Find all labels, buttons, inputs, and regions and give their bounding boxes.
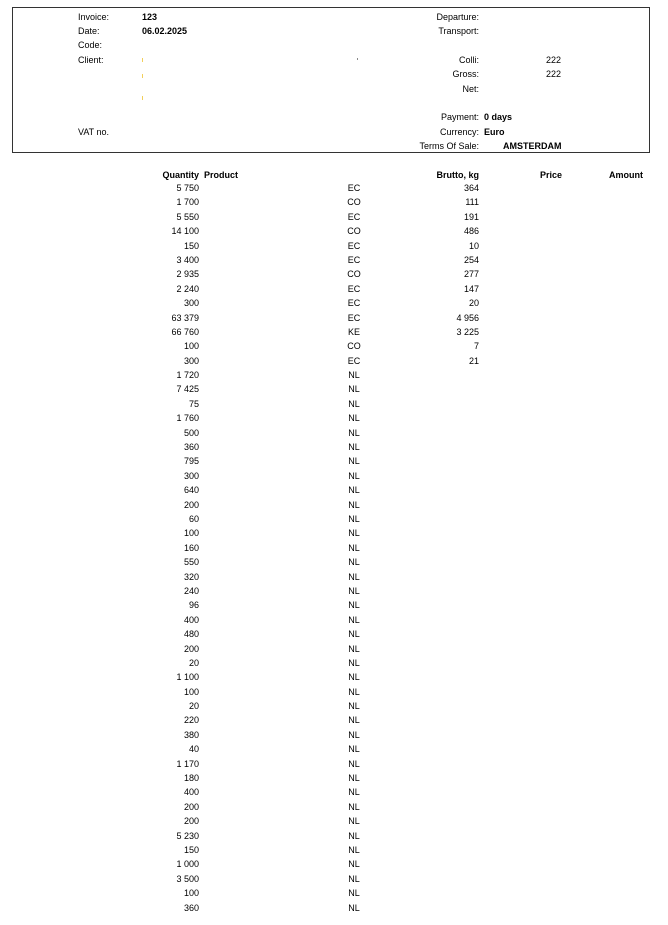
origin-cell: NL [348,370,360,381]
client-label: Client: [78,55,104,65]
quantity-cell: 160 [183,542,199,553]
quantity-cell: 795 [183,456,199,467]
table-row [0,440,668,454]
table-row [0,728,668,742]
colli-value: 222 [546,55,562,65]
table-row [0,800,668,814]
table-row [0,239,668,253]
table-row [0,541,668,555]
table-row [0,526,668,540]
code-label: Code: [78,40,103,50]
table-row [0,584,668,598]
origin-cell: NL [348,398,360,409]
origin-cell: NL [348,873,360,884]
origin-cell: EC [347,183,361,193]
quantity-cell: 75 [188,398,199,409]
table-row [0,627,668,641]
quantity-cell: 320 [183,571,199,582]
origin-cell: NL [348,528,360,539]
quantity-cell: 200 [183,499,199,510]
quantity-cell: 2 935 [176,269,199,280]
quantity-cell: 96 [188,600,199,611]
table-row [0,901,668,915]
origin-cell: EC [347,240,361,251]
table-row [0,785,668,799]
quantity-cell: 550 [183,557,199,568]
table-row [0,771,668,785]
table-row [0,814,668,828]
quantity-cell: 1 170 [176,758,199,769]
table-row [0,325,668,339]
origin-cell: NL [348,413,360,424]
quantity-cell: 1 760 [176,413,199,424]
quantity-cell: 1 100 [176,672,199,683]
table-row [0,872,668,886]
table-row [0,311,668,325]
payment-label: Payment: [440,112,479,122]
quantity-cell: 1 000 [176,859,199,870]
origin-cell: EC [347,283,361,294]
quantity-cell: 63 379 [171,312,199,323]
quantity-cell: 500 [183,427,199,438]
table-row [0,296,668,310]
brutto-cell: 3 225 [456,326,479,337]
quantity-cell: 150 [183,844,199,855]
colli-label: Colli: [458,55,479,65]
origin-cell: NL [348,801,360,812]
client-field-dot [357,58,358,60]
origin-cell: NL [348,557,360,568]
quantity-cell: 200 [183,816,199,827]
table-row [0,570,668,584]
quantity-cell: 200 [183,643,199,654]
departure-label: Departure: [436,12,479,22]
table-row [0,469,668,483]
brutto-cell: 254 [463,254,479,265]
table-row [0,829,668,843]
brutto-cell: 111 [465,197,479,208]
quantity-cell: 2 240 [176,283,199,294]
table-row [0,454,668,468]
table-row [0,613,668,627]
quantity-cell: 240 [183,585,199,596]
quantity-cell: 5 550 [176,211,199,222]
origin-cell: NL [348,701,360,712]
brutto-cell: 21 [468,355,479,366]
origin-cell: NL [348,384,360,395]
origin-cell: NL [348,816,360,827]
column-header-price: Price [540,170,563,180]
table-row [0,382,668,396]
origin-cell: KE [347,326,360,337]
quantity-cell: 220 [183,715,199,726]
quantity-cell: 300 [183,355,199,366]
invoice-date: 06.02.2025 [142,26,188,36]
quantity-cell: 60 [188,513,199,524]
brutto-cell: 7 [473,341,479,352]
origin-cell: NL [348,542,360,553]
origin-cell: EC [347,211,361,222]
origin-cell: NL [348,830,360,841]
table-row [0,670,668,684]
origin-cell: NL [348,614,360,625]
client-field-mark [142,96,143,100]
brutto-cell: 20 [468,298,479,309]
origin-cell: NL [348,600,360,611]
quantity-cell: 5 230 [176,830,199,841]
origin-cell: NL [348,744,360,755]
quantity-cell: 3 400 [176,254,199,265]
origin-cell: NL [348,442,360,453]
vat-label: VAT no. [78,127,110,137]
table-row [0,397,668,411]
column-header-quantity: Quantity [162,170,199,180]
table-row [0,713,668,727]
origin-cell: NL [348,729,360,740]
table-row [0,181,668,195]
quantity-cell: 100 [183,686,199,697]
quantity-cell: 20 [188,657,199,668]
brutto-cell: 486 [463,226,479,237]
origin-cell: NL [348,773,360,784]
table-row [0,498,668,512]
quantity-cell: 66 760 [171,326,199,337]
quantity-cell: 1 720 [176,370,199,381]
origin-cell: NL [348,456,360,467]
origin-cell: NL [348,859,360,870]
quantity-cell: 100 [183,528,199,539]
table-row [0,483,668,497]
origin-cell: CO [347,269,361,280]
origin-cell: NL [348,787,360,798]
quantity-cell: 200 [183,801,199,812]
quantity-cell: 640 [183,485,199,496]
table-row [0,512,668,526]
origin-cell: NL [348,629,360,640]
quantity-cell: 180 [183,773,199,784]
quantity-cell: 380 [183,729,199,740]
table-row [0,843,668,857]
table-row [0,757,668,771]
origin-cell: NL [348,585,360,596]
origin-cell: NL [348,513,360,524]
table-row [0,426,668,440]
table-row [0,210,668,224]
origin-cell: NL [348,485,360,496]
table-row [0,685,668,699]
currency-value: Euro [484,127,505,137]
origin-cell: NL [348,470,360,481]
origin-cell: NL [348,657,360,668]
client-field-mark [142,74,143,78]
client-field-mark [142,58,143,62]
column-header-amount: Amount [609,170,643,180]
origin-cell: NL [348,902,360,913]
origin-cell: EC [347,355,361,366]
column-header-brutto: Brutto, kg [436,170,479,180]
brutto-cell: 364 [463,183,479,193]
table-row [0,742,668,756]
brutto-cell: 10 [468,240,479,251]
table-row [0,699,668,713]
origin-cell: CO [347,341,361,352]
origin-cell: EC [347,254,361,265]
invoice-label: Invoice: [78,12,110,22]
gross-label: Gross: [452,69,479,79]
origin-cell: CO [347,197,361,208]
quantity-cell: 150 [183,240,199,251]
table-row [0,555,668,569]
quantity-cell: 100 [183,888,199,899]
quantity-cell: 7 425 [176,384,199,395]
table-row [0,642,668,656]
origin-cell: NL [348,888,360,899]
origin-cell: NL [348,758,360,769]
quantity-cell: 400 [183,787,199,798]
table-row [0,368,668,382]
table-row [0,857,668,871]
quantity-cell: 1 700 [176,197,199,208]
table-row [0,886,668,900]
table-row [0,253,668,267]
brutto-cell: 4 956 [456,312,479,323]
items-table [0,181,668,915]
origin-cell: EC [347,298,361,309]
terms-of-sale-label: Terms Of Sale: [419,141,479,151]
origin-cell: NL [348,643,360,654]
brutto-cell: 147 [463,283,479,294]
quantity-cell: 14 100 [171,226,199,237]
brutto-cell: 277 [463,269,479,280]
quantity-cell: 5 750 [176,183,199,193]
table-row [0,282,668,296]
payment-value: 0 days [484,112,513,122]
origin-cell: NL [348,686,360,697]
quantity-cell: 20 [188,701,199,712]
gross-value: 222 [546,69,562,79]
quantity-cell: 360 [183,902,199,913]
quantity-cell: 480 [183,629,199,640]
quantity-cell: 360 [183,442,199,453]
origin-cell: NL [348,715,360,726]
origin-cell: NL [348,571,360,582]
transport-label: Transport: [438,26,479,36]
table-row [0,411,668,425]
table-row [0,339,668,353]
table-row [0,195,668,209]
quantity-cell: 100 [183,341,199,352]
table-row [0,598,668,612]
quantity-cell: 300 [183,470,199,481]
origin-cell: CO [347,226,361,237]
quantity-cell: 300 [183,298,199,309]
net-label: Net: [462,84,479,94]
invoice-number: 123 [142,12,158,22]
terms-of-sale-value: AMSTERDAM [503,141,562,151]
origin-cell: NL [348,427,360,438]
currency-label: Currency: [439,127,479,137]
table-row [0,267,668,281]
origin-cell: NL [348,844,360,855]
origin-cell: NL [348,499,360,510]
origin-cell: NL [348,672,360,683]
quantity-cell: 3 500 [176,873,199,884]
table-row [0,656,668,670]
origin-cell: EC [347,312,361,323]
column-header-product: Product [204,170,239,180]
date-label: Date: [78,26,100,36]
brutto-cell: 191 [463,211,479,222]
quantity-cell: 400 [183,614,199,625]
quantity-cell: 40 [188,744,199,755]
table-row [0,354,668,368]
table-row [0,224,668,238]
